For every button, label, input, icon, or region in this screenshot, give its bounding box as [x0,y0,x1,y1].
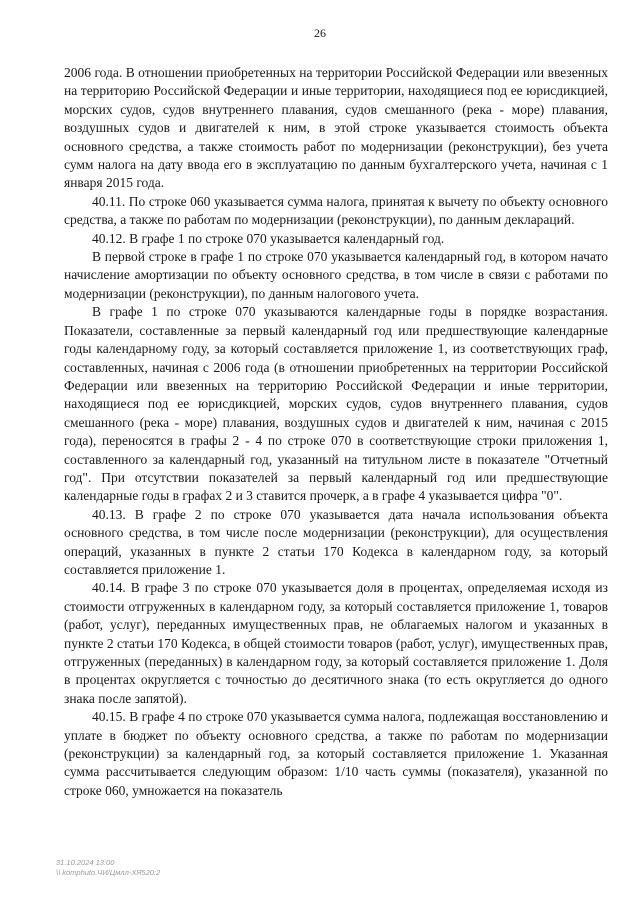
paragraph-40-15: 40.15. В графе 4 по строке 070 указывается сумма налога, подлежащая восстановлению и уплате в бюджет по объекту основного средства, а также по работам по модернизации (реконструкции) за календарный год, за который составляется приложение 1. Указанная сумма рассчитывается следующим образом: 1/10 часть суммы (показателя), указанной по строке 060, умножается на показатель [64,709,608,798]
paragraph-40-12-first-row: В первой строке в графе 1 по строке 070 указывается календарный год, в котором начато начисление амортизации по объекту основного средства, в том числе в связи с работами по модернизации (реконструкции), по данным налогового учета. [64,249,608,301]
print-stamp [56,858,160,878]
paragraph-1: 2006 года. В отношении приобретенных на территории Российской Федерации или ввезенных на территорию Российской Федерации и иные территории, находящиеся под ее юрисдикцией, морских судов, судов внутреннего плавания, судов смешанного (река - море) плавания, воздушных судов и двигателей к ним, в этой строке указывается стоимость объекта основного средства, а также стоимость работ по модернизации (реконструкции), без учета сумм налога на дату ввода его в эксплуатацию по данным бухгалтерского учета, начиная с 1 января 2015 года. [64,65,608,191]
page-number: 26 [314,26,326,40]
document-body [64,64,608,800]
paragraph-40-11: 40.11. По строке 060 указывается сумма налога, принятая к вычету по объекту основного средства, а также по работам по модернизации (реконструкции), по данным деклараций. [64,193,608,228]
stamp-date: 31.10.2024 13:00 [56,858,115,867]
paragraph-40-12-years: В графе 1 по строке 070 указываются календарные годы в порядке возрастания. Показатели, составленные за первый календарный год или предшествующие календарные годы календарному году, за который составляется приложение 1, из соответствующих граф, составленных, начиная с 2006 года (в отношении приобретенных на территории Российской Федерации или ввезенных на территорию Российской Федерации и иные территории, находящиеся под ее юрисдикцией, морских судов, судов внутреннего плавания, судов смешанного (река - море) плавания, воздушных судов и двигателей к ним, начиная с 2015 года), переносятся в графы 2 - 4 по строке 070 в соответствующие строки приложения 1, составленного за календарный год, указанный на титульном листе в показателе "Отчетный год". При отсутствии показателей за первый календарный год или предшествующие календарные годы в графах 2 и 3 ставится прочерк, а в графе 4 указывается цифра "0". [64,304,608,504]
paragraph-40-13: 40.13. В графе 2 по строке 070 указывается дата начала использования объекта основного средства, в том числе после модернизации (реконструкции), для осуществления операций, указанных в пункте 2 статьи 170 Кодекса в календарном году, за который составляется приложение 1. [64,506,608,577]
paragraph-40-14: 40.14. В графе 3 по строке 070 указывается доля в процентах, определяемая исходя из стоимости отгруженных в календарном году, за который составляется приложение 1, товаров (работ, услуг), переданных имущественных прав, не облагаемых налогом и указанных в пункте 2 статьи 170 Кодекса, в общей стоимости товаров (работ, услуг), имущественных прав, отгруженных (переданных) в календарном году, за который составляется приложение 1. Доля в процентах округляется с точностью до десятичного знака (то есть округляется до одного знака после запятой). [64,580,608,706]
paragraph-40-12: 40.12. В графе 1 по строке 070 указывается календарный год. [92,230,445,246]
stamp-path: \\ komphuto.ЧИ/Цмлл-ХЯ520:2 [56,868,161,877]
